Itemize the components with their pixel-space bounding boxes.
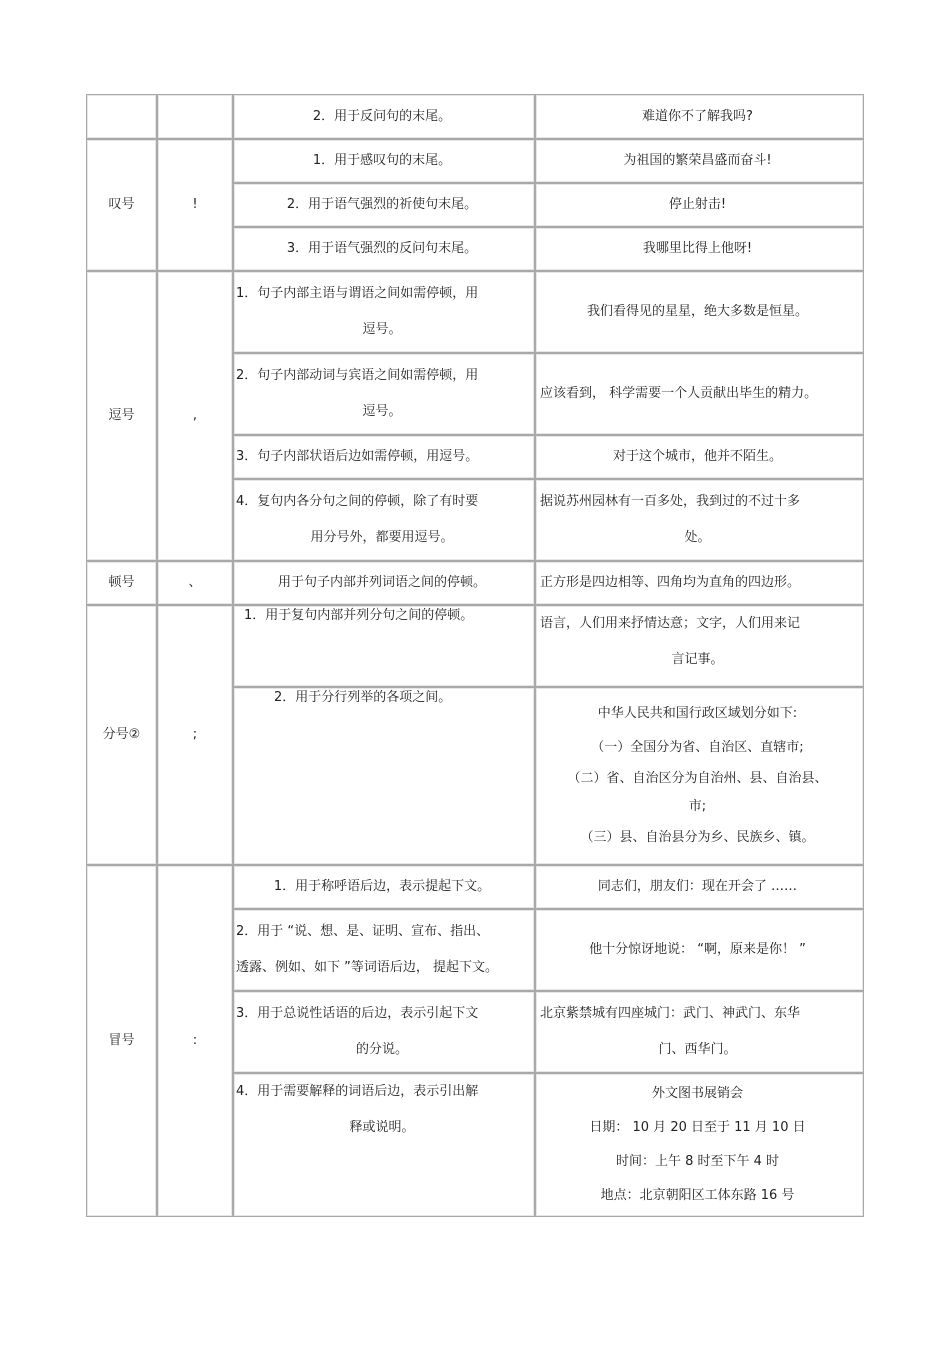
example-cell: 他十分惊讶地说： “啊，原来是你！ ” — [535, 909, 864, 991]
usage-cell: 用于句子内部并列词语之间的停顿。 — [233, 561, 535, 605]
example-line: （三）县、自治县分为乡、民族乡、镇。 — [580, 830, 815, 845]
example-cell: 对于这个城市，他并不陌生。 — [535, 435, 864, 479]
usage-cell — [233, 479, 535, 561]
mark-symbol-colon: : — [157, 865, 233, 1217]
mark-name-exclaim: 叹号 — [86, 139, 157, 271]
usage-cell — [233, 1073, 535, 1217]
usage-cell: 2．用于分行列举的各项之间。 — [233, 687, 535, 865]
example-line: 日期： 10 月 20 日至于 11 月 10 日 — [589, 1120, 806, 1135]
example-cell: 同志们，朋友们：现在开会了 …… — [535, 865, 864, 909]
example-line: 处。 — [684, 530, 711, 545]
mark-symbol-exclaim: ! — [157, 139, 233, 271]
example-cell — [535, 479, 864, 561]
usage-line: 3．用于总说性话语的后边，表示引起下文 — [236, 1006, 479, 1021]
example-line: 外文图书展销会 — [651, 1086, 743, 1101]
usage-line: 逗号。 — [362, 322, 402, 337]
mark-symbol-pause: 、 — [157, 561, 233, 605]
usage-cell: 3．用于语气强烈的反问句末尾。 — [233, 227, 535, 271]
usage-cell: 2．用于语气强烈的祈使句末尾。 — [233, 183, 535, 227]
usage-line: 用分号外，都要用逗号。 — [310, 530, 454, 545]
example-line: 中华人民共和国行政区域划分如下: — [597, 706, 798, 721]
example-cell: 我们看得见的星星，绝大多数是恒星。 — [535, 271, 864, 353]
example-line: 据说苏州园林有一百多处，我到过的不过十多 — [540, 494, 801, 509]
punctuation-table-page — [86, 94, 864, 1217]
usage-line: 释或说明。 — [349, 1120, 415, 1135]
example-line: （二）省、自治区分为自治州、县、自治县、 — [567, 771, 828, 786]
example-cell: 难道你不了解我吗? — [535, 94, 864, 139]
mark-name-colon: 冒号 — [86, 865, 157, 1217]
mark-name-pause: 顿号 — [86, 561, 157, 605]
example-line: 时间：上午 8 时至下午 4 时 — [615, 1154, 780, 1169]
example-line: 北京紫禁城有四座城门：武门、神武门、东华 — [540, 1006, 801, 1021]
usage-cell: 2．用于反问句的末尾。 — [233, 94, 535, 139]
table-row — [86, 94, 864, 139]
table-row — [86, 139, 864, 183]
example-cell: 正方形是四边相等、四角均为直角的四边形。 — [535, 561, 864, 605]
usage-line: 2．句子内部动词与宾语之间如需停顿，用 — [236, 368, 479, 383]
mark-symbol-semicolon: ; — [157, 605, 233, 865]
table-row — [86, 865, 864, 909]
example-line: 语言，人们用来抒情达意；文字，人们用来记 — [540, 616, 801, 631]
usage-line: 4．复句内各分句之间的停顿，除了有时要 — [236, 494, 479, 509]
example-cell: 我哪里比得上他呀! — [535, 227, 864, 271]
usage-line: 4．用于需要解释的词语后边，表示引出解 — [236, 1084, 479, 1099]
example-cell — [535, 605, 864, 687]
usage-cell: 3．句子内部状语后边如需停顿，用逗号。 — [233, 435, 535, 479]
mark-name-semicolon: 分号② — [86, 605, 157, 865]
example-line: （一）全国分为省、自治区、直辖市; — [591, 740, 804, 755]
mark-name-cell — [86, 94, 157, 139]
example-cell: 为祖国的繁荣昌盛而奋斗! — [535, 139, 864, 183]
example-line: 言记事。 — [671, 652, 724, 667]
example-line: 地点：北京朝阳区工体东路 16 号 — [600, 1188, 795, 1203]
usage-cell — [233, 353, 535, 435]
usage-cell: 1．用于感叹句的末尾。 — [233, 139, 535, 183]
usage-cell: 1．用于称呼语后边，表示提起下文。 — [233, 865, 535, 909]
example-line: 市; — [688, 799, 707, 814]
example-cell: 应该看到， 科学需要一个人贡献出毕生的精力。 — [535, 353, 864, 435]
example-cell — [535, 687, 864, 865]
mark-name-comma: 逗号 — [86, 271, 157, 561]
usage-line: 透露、例如、如下 ”等词语后边， 提起下文。 — [236, 960, 498, 975]
example-cell — [535, 991, 864, 1073]
usage-cell — [233, 991, 535, 1073]
punctuation-table — [86, 94, 864, 1217]
example-cell — [535, 1073, 864, 1217]
table-row — [86, 271, 864, 353]
example-line: 门、西华门。 — [658, 1042, 737, 1057]
usage-cell — [233, 271, 535, 353]
table-row — [86, 561, 864, 605]
usage-cell: 1．用于复句内部并列分句之间的停顿。 — [233, 605, 535, 687]
usage-line: 的分说。 — [355, 1042, 408, 1057]
example-cell: 停止射击! — [535, 183, 864, 227]
usage-line: 2．用于 “说、想、是、证明、宣布、指出、 — [236, 924, 490, 939]
usage-line: 逗号。 — [362, 404, 402, 419]
mark-symbol-cell — [157, 94, 233, 139]
mark-symbol-comma: , — [157, 271, 233, 561]
table-row — [86, 605, 864, 687]
usage-line: 1．句子内部主语与谓语之间如需停顿，用 — [236, 286, 479, 301]
usage-cell — [233, 909, 535, 991]
